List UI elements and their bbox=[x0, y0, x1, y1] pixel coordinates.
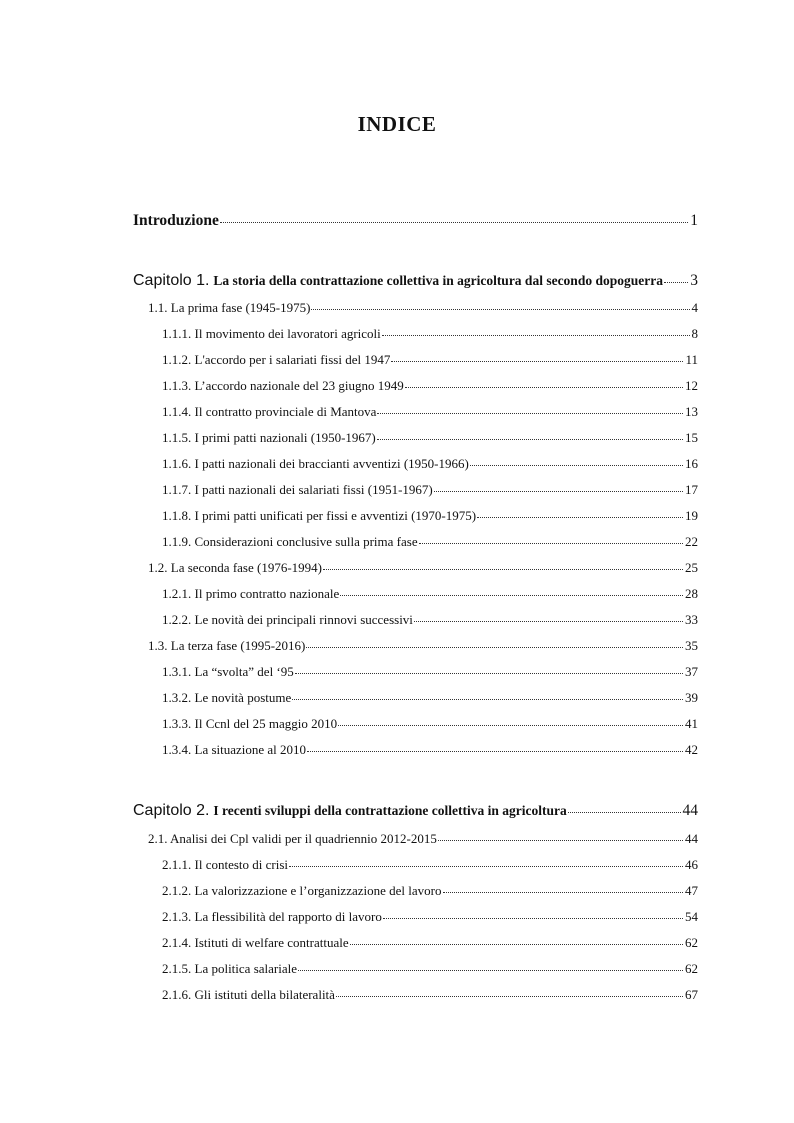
toc-page-number: 22 bbox=[685, 534, 698, 549]
toc-entry-label: 1.1.4. Il contratto provinciale di Mantova bbox=[162, 404, 377, 419]
toc-entry[interactable] bbox=[162, 534, 698, 550]
chapter-heading: Capitolo 2. bbox=[133, 802, 210, 819]
dot-leader bbox=[434, 491, 683, 492]
dot-leader bbox=[323, 569, 683, 570]
toc-page-number: 47 bbox=[685, 883, 698, 898]
toc-page-number: 44 bbox=[685, 831, 698, 846]
toc-page-number: 62 bbox=[685, 961, 698, 976]
toc-entry[interactable] bbox=[162, 612, 698, 628]
dot-leader bbox=[295, 673, 683, 674]
dot-leader bbox=[664, 282, 688, 283]
toc-page-number: 67 bbox=[685, 987, 698, 1002]
toc-entry-label: 2.1.4. Istituti di welfare contrattuale bbox=[162, 935, 349, 950]
toc-page-number: 13 bbox=[685, 404, 698, 419]
toc-entry-label: 2.1.1. Il contesto di crisi bbox=[162, 857, 289, 872]
dot-leader bbox=[306, 647, 683, 648]
toc-page-number: 54 bbox=[685, 909, 698, 924]
dot-leader bbox=[438, 840, 683, 841]
dot-leader bbox=[414, 621, 683, 622]
toc-entry-label: 1.1.6. I patti nazionali dei braccianti avventizi (1950-1966) bbox=[162, 456, 469, 471]
toc-page-number: 41 bbox=[685, 716, 698, 731]
toc-page-number: 4 bbox=[691, 300, 698, 315]
toc-page-number: 17 bbox=[685, 482, 698, 497]
toc-page-number: 28 bbox=[685, 586, 698, 601]
toc-entry-label: Introduzione bbox=[133, 212, 219, 229]
toc-page-number: 1 bbox=[690, 212, 698, 229]
toc-page-number: 42 bbox=[685, 742, 698, 757]
toc-entry[interactable] bbox=[162, 883, 698, 899]
toc-entry[interactable] bbox=[162, 961, 698, 977]
toc-entry[interactable] bbox=[162, 326, 698, 342]
toc-entry-label: 1.1.7. I patti nazionali dei salariati fissi (1951-1967) bbox=[162, 482, 433, 497]
chapter-heading: Capitolo 1. bbox=[133, 272, 210, 289]
dot-leader bbox=[350, 944, 683, 945]
toc-page-number: 35 bbox=[685, 638, 698, 653]
toc-entry[interactable] bbox=[162, 857, 698, 873]
toc-entry-label: 1.3.4. La situazione al 2010 bbox=[162, 742, 307, 757]
toc-entry[interactable] bbox=[162, 508, 698, 524]
dot-leader bbox=[470, 465, 683, 466]
toc-page-number: 62 bbox=[685, 935, 698, 950]
toc-entry-label: 1.1. La prima fase (1945-1975) bbox=[148, 300, 311, 315]
dot-leader bbox=[391, 361, 683, 362]
dot-leader bbox=[298, 970, 683, 971]
dot-leader bbox=[338, 725, 683, 726]
dot-leader bbox=[336, 996, 683, 997]
toc-entry[interactable] bbox=[162, 987, 698, 1003]
toc-page-number: 46 bbox=[685, 857, 698, 872]
dot-leader bbox=[340, 595, 683, 596]
toc-entry-label: 1.2.1. Il primo contratto nazionale bbox=[162, 586, 340, 601]
toc-entry[interactable] bbox=[162, 935, 698, 951]
chapter-subtitle: I recenti sviluppi della contrattazione collettiva in agricoltura bbox=[213, 803, 567, 818]
dot-leader bbox=[289, 866, 683, 867]
toc-entry[interactable] bbox=[148, 300, 698, 316]
toc-entry-label: 1.1.2. L'accordo per i salariati fissi del 1947 bbox=[162, 352, 391, 367]
toc-entry[interactable] bbox=[162, 430, 698, 446]
toc-entry-label: 1.2.2. Le novità dei principali rinnovi successivi bbox=[162, 612, 413, 627]
dot-leader bbox=[307, 751, 683, 752]
toc-page-number: 16 bbox=[685, 456, 698, 471]
toc-entry[interactable] bbox=[162, 909, 698, 925]
dot-leader bbox=[377, 439, 683, 440]
toc-entry-label: 1.3. La terza fase (1995-2016) bbox=[148, 638, 306, 653]
toc-entry[interactable] bbox=[162, 482, 698, 498]
toc-entry[interactable] bbox=[162, 586, 698, 602]
toc-entry-label: 1.1.5. I primi patti nazionali (1950-1967) bbox=[162, 430, 376, 445]
toc-entry[interactable] bbox=[162, 742, 698, 758]
toc-entry[interactable] bbox=[162, 456, 698, 472]
toc-page-number: 25 bbox=[685, 560, 698, 575]
dot-leader bbox=[382, 335, 690, 336]
dot-leader bbox=[220, 222, 688, 223]
toc-entry[interactable] bbox=[162, 404, 698, 420]
dot-leader bbox=[419, 543, 683, 544]
dot-leader bbox=[311, 309, 689, 310]
toc-entry[interactable] bbox=[162, 716, 698, 732]
toc-entry-label: 2.1.2. La valorizzazione e l’organizzazione del lavoro bbox=[162, 883, 442, 898]
toc-entry-label bbox=[133, 802, 567, 820]
toc-page-number: 37 bbox=[685, 664, 698, 679]
toc-entry-chapter-2[interactable] bbox=[133, 802, 698, 820]
toc-page-number: 39 bbox=[685, 690, 698, 705]
toc-entry[interactable] bbox=[162, 690, 698, 706]
toc-entry[interactable] bbox=[162, 352, 698, 368]
toc-entry-label: 1.3.1. La “svolta” del ‘95 bbox=[162, 664, 294, 679]
toc-entry-label: 1.1.8. I primi patti unificati per fissi e avventizi (1970-1975) bbox=[162, 508, 477, 523]
toc-entry-label: 1.1.1. Il movimento dei lavoratori agricoli bbox=[162, 326, 381, 341]
toc-entry-label: 1.2. La seconda fase (1976-1994) bbox=[148, 560, 322, 575]
toc-page-number: 12 bbox=[685, 378, 698, 393]
toc-page-number: 11 bbox=[685, 352, 698, 367]
toc-page-number: 44 bbox=[682, 802, 698, 819]
dot-leader bbox=[568, 812, 681, 813]
toc-entry-label: 1.1.3. L’accordo nazionale del 23 giugno 1949 bbox=[162, 378, 404, 393]
page-title: INDICE bbox=[357, 112, 437, 136]
toc-entry-label bbox=[133, 272, 663, 290]
toc-entry-label: 2.1. Analisi dei Cpl validi per il quadriennio 2012-2015 bbox=[148, 831, 437, 846]
toc-entry[interactable] bbox=[148, 831, 698, 847]
dot-leader bbox=[292, 699, 683, 700]
toc-entry-introduzione[interactable] bbox=[133, 212, 698, 230]
toc-entry[interactable] bbox=[162, 378, 698, 394]
toc-page-number: 8 bbox=[691, 326, 698, 341]
toc-entry-label: 1.1.9. Considerazioni conclusive sulla prima fase bbox=[162, 534, 418, 549]
dot-leader bbox=[377, 413, 683, 414]
dot-leader bbox=[383, 918, 683, 919]
toc-entry[interactable] bbox=[148, 638, 698, 654]
toc-entry-label: 2.1.5. La politica salariale bbox=[162, 961, 298, 976]
toc-entry-label: 2.1.3. La flessibilità del rapporto di lavoro bbox=[162, 909, 382, 924]
toc-entry-label: 1.3.2. Le novità postume bbox=[162, 690, 292, 705]
toc-entry-label: 2.1.6. Gli istituti della bilateralità bbox=[162, 987, 335, 1002]
toc-page-number: 33 bbox=[685, 612, 698, 627]
toc-page-number: 19 bbox=[685, 508, 698, 523]
chapter-subtitle: La storia della contrattazione collettiva in agricoltura dal secondo dopoguerra bbox=[213, 273, 663, 288]
toc-page-number: 3 bbox=[690, 272, 698, 289]
toc-entry-label: 1.3.3. Il Ccnl del 25 maggio 2010 bbox=[162, 716, 338, 731]
toc-entry[interactable] bbox=[148, 560, 698, 576]
toc-entry[interactable] bbox=[162, 664, 698, 680]
dot-leader bbox=[405, 387, 683, 388]
toc-page-number: 15 bbox=[685, 430, 698, 445]
dot-leader bbox=[477, 517, 683, 518]
toc-entry-chapter-1[interactable] bbox=[133, 272, 698, 290]
dot-leader bbox=[443, 892, 684, 893]
